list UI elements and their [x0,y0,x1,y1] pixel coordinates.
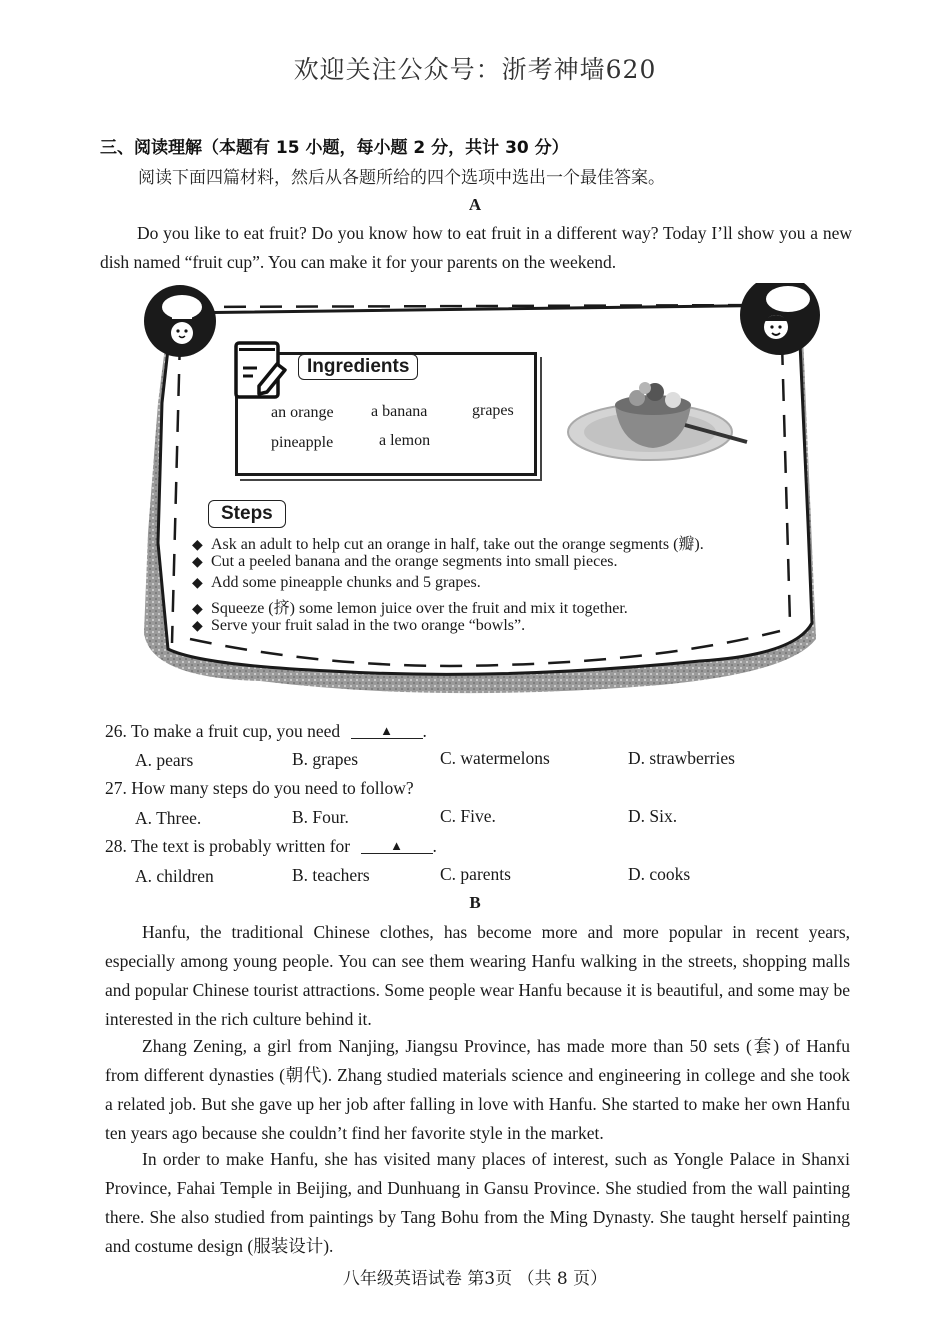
page-footer: 八年级英语试卷 第3页 （共 8 页） [342,1269,608,1289]
option-d[interactable]: D. cooks [628,864,691,884]
question-27 [105,778,414,799]
question-number: 28. [105,836,127,856]
steps-title: Steps [208,500,286,528]
step-item [192,595,628,618]
option-b[interactable]: B. Four. [292,807,349,827]
passage-b-paragraph-1 [105,918,850,1034]
passage-a-intro-text: Do you like to eat fruit? Do you know how to eat fruit in a different way? Today I’ll show you a new dish named “fruit cup”. You can make it for your parents on the weekend. [100,223,852,272]
diamond-bullet-icon: ◆ [192,538,203,553]
step-text: Ask an adult to help cut an orange in half, take out the orange segments (瓣). [211,536,704,553]
ingredient-item: pineapple [271,434,334,451]
passage-b-paragraph-2 [105,1032,850,1148]
answer-blank[interactable]: ▲ [361,839,433,854]
question-end: . [422,721,427,741]
chef-avatar-left-icon [144,285,216,357]
diamond-bullet-icon: ◆ [192,576,203,591]
step-item [192,531,704,554]
step-item [192,553,618,571]
option-a[interactable]: A. Three. [135,808,202,828]
option-a[interactable]: A. children [135,866,214,886]
option-d[interactable]: D. Six. [628,806,678,826]
paragraph-text: Zhang Zening, a girl from Nanjing, Jiangsu Province, has made more than 50 sets (套) of Hanfu from different dynasties (朝代). Zhang studied materials science and engineering in college and she took a related job. But she gave up her job after falling in love with Hanfu. She started to make her own Hanfu ten years ago because she couldn’t find her favorite style in the market. [105,1036,850,1143]
notepad-pencil-icon [233,340,283,396]
ingredient-item: a lemon [379,432,431,449]
watermark: 欢迎关注公众号：浙考神墙620 [293,55,657,84]
answer-blank[interactable]: ▲ [351,724,423,739]
option-c[interactable]: C. Five. [440,806,496,826]
question-number: 27. [105,778,127,798]
passage-a-letter: A [468,195,482,214]
option-c[interactable]: C. watermelons [440,748,550,768]
step-item [192,617,525,635]
question-number: 26. [105,721,127,741]
option-b[interactable]: B. teachers [292,865,370,885]
ingredient-item: a banana [371,403,428,420]
question-stem: The text is probably written for [130,836,351,856]
passage-a-intro [100,219,852,277]
option-c[interactable]: C. parents [440,864,511,884]
paragraph-text: In order to make Hanfu, she has visited many places of interest, such as Yongle Palace in Shanxi Province, Fahai Temple in Beijing, and Dunhuang in Gansu Province. She studied from the wall painting there. She also studied from paintings by Tang Bohu from the Ming Dynasty. She taught herself painting and costume design (服装设计). [105,1149,850,1256]
question-stem: How many steps do you need to follow? [131,778,414,798]
option-b[interactable]: B. grapes [292,749,359,769]
step-text: Cut a peeled banana and the orange segments into small pieces. [211,553,618,570]
option-d[interactable]: D. strawberries [628,748,735,768]
diamond-bullet-icon: ◆ [192,555,203,570]
option-a[interactable]: A. pears [135,750,194,770]
paragraph-text: Hanfu, the traditional Chinese clothes, has become more and more popular in recent years, especially among young people. You can see them wearing Hanfu walking in the streets, shopping malls and popular Chinese tourist attractions. Some people wear Hanfu because it is beautiful, and some may be interested in the rich culture behind it. [105,922,850,1029]
passage-b-paragraph-3 [105,1145,850,1261]
ingredient-item: grapes [472,402,514,419]
step-text: Add some pineapple chunks and 5 grapes. [211,574,481,591]
step-text: Serve your fruit salad in the two orange “bowls”. [211,617,526,634]
ingredient-item: an orange [271,404,334,421]
section-heading: 三、阅读理解（本题有 15 小题，每小题 2 分，共计 30 分） [100,138,569,158]
question-28 [105,836,437,857]
question-26 [105,721,427,742]
step-text: Squeeze (挤) some lemon juice over the fruit and mix it together. [211,600,628,617]
ingredients-title: Ingredients [298,354,418,380]
passage-b-letter: B [469,893,481,912]
diamond-bullet-icon: ◆ [192,602,203,617]
question-end: . [432,836,437,856]
question-stem: To make a fruit cup, you need [130,721,341,741]
fruit-cup-photo [565,370,755,470]
diamond-bullet-icon: ◆ [192,619,203,634]
section-instruction: 阅读下面四篇材料，然后从各题所给的四个选项中选出一个最佳答案。 [138,168,665,188]
step-item [192,574,481,592]
